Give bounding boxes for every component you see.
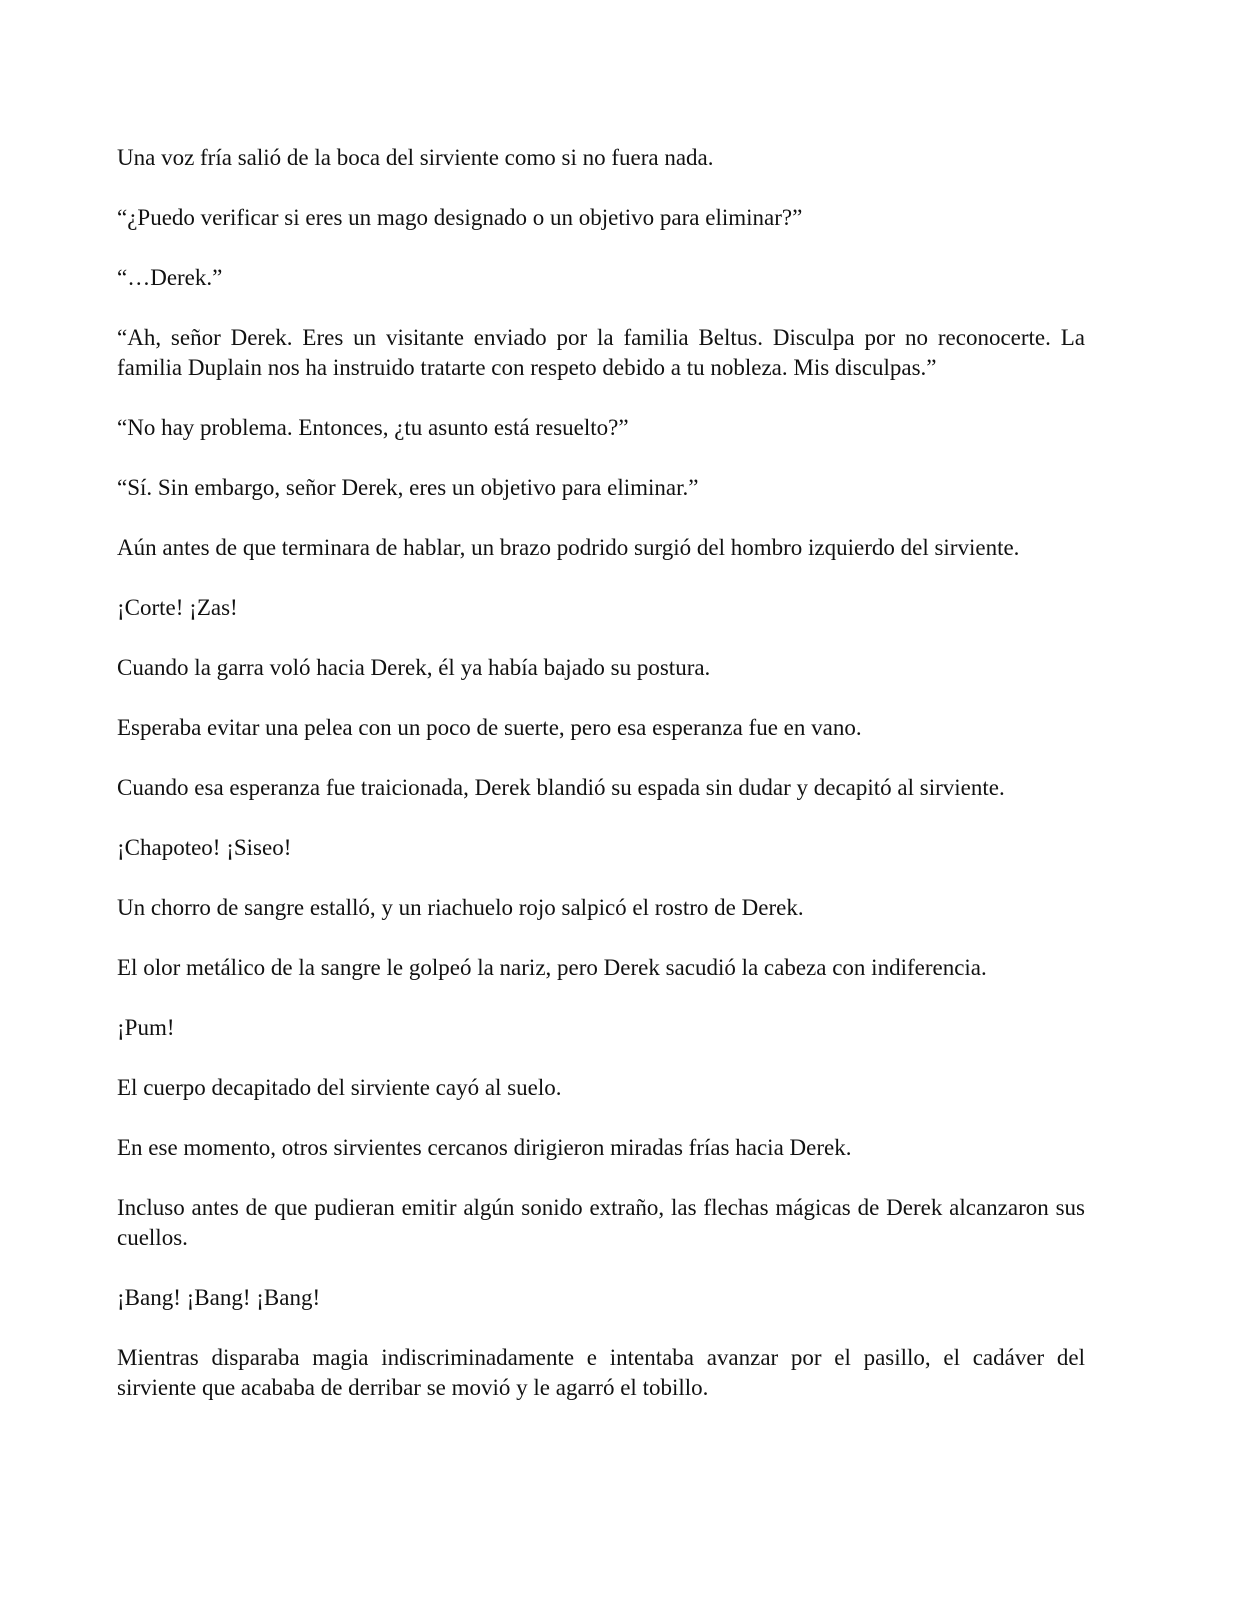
paragraph: ¡Chapoteo! ¡Siseo! <box>117 835 292 860</box>
paragraph: Cuando la garra voló hacia Derek, él ya había bajado su postura. <box>117 655 711 680</box>
paragraph: ¡Pum! <box>117 1015 175 1040</box>
paragraph: El olor metálico de la sangre le golpeó la nariz, pero Derek sacudió la cabeza con indiferencia. <box>117 955 987 980</box>
paragraph: “…Derek.” <box>117 265 223 290</box>
paragraph: Mientras disparaba magia indiscriminadamente e intentaba avanzar por el pasillo, el cadáver del sirviente que acababa de derribar se movió y le agarró el tobillo. <box>117 1345 1085 1400</box>
paragraph: Cuando esa esperanza fue traicionada, Derek blandió su espada sin dudar y decapitó al sirviente. <box>117 775 1005 800</box>
paragraph: Aún antes de que terminara de hablar, un brazo podrido surgió del hombro izquierdo del sirviente. <box>117 535 1020 560</box>
paragraph: El cuerpo decapitado del sirviente cayó al suelo. <box>117 1075 562 1100</box>
paragraph: Una voz fría salió de la boca del sirviente como si no fuera nada. <box>117 145 714 170</box>
paragraph: “Sí. Sin embargo, señor Derek, eres un objetivo para eliminar.” <box>117 475 699 500</box>
paragraph: “No hay problema. Entonces, ¿tu asunto está resuelto?” <box>117 415 629 440</box>
document-body <box>117 143 1085 1403</box>
paragraph: ¡Bang! ¡Bang! ¡Bang! <box>117 1285 321 1310</box>
paragraph: “¿Puedo verificar si eres un mago designado o un objetivo para eliminar?” <box>117 205 803 230</box>
paragraph: Incluso antes de que pudieran emitir algún sonido extraño, las flechas mágicas de Derek alcanzaron sus cuellos. <box>117 1195 1085 1250</box>
paragraph: Esperaba evitar una pelea con un poco de suerte, pero esa esperanza fue en vano. <box>117 715 862 740</box>
paragraph: Un chorro de sangre estalló, y un riachuelo rojo salpicó el rostro de Derek. <box>117 895 804 920</box>
paragraph: En ese momento, otros sirvientes cercanos dirigieron miradas frías hacia Derek. <box>117 1135 852 1160</box>
paragraph: “Ah, señor Derek. Eres un visitante enviado por la familia Beltus. Disculpa por no reconocerte. La familia Duplain nos ha instruido tratarte con respeto debido a tu nobleza. Mis disculpas.” <box>117 325 1085 380</box>
paragraph: ¡Corte! ¡Zas! <box>117 595 238 620</box>
